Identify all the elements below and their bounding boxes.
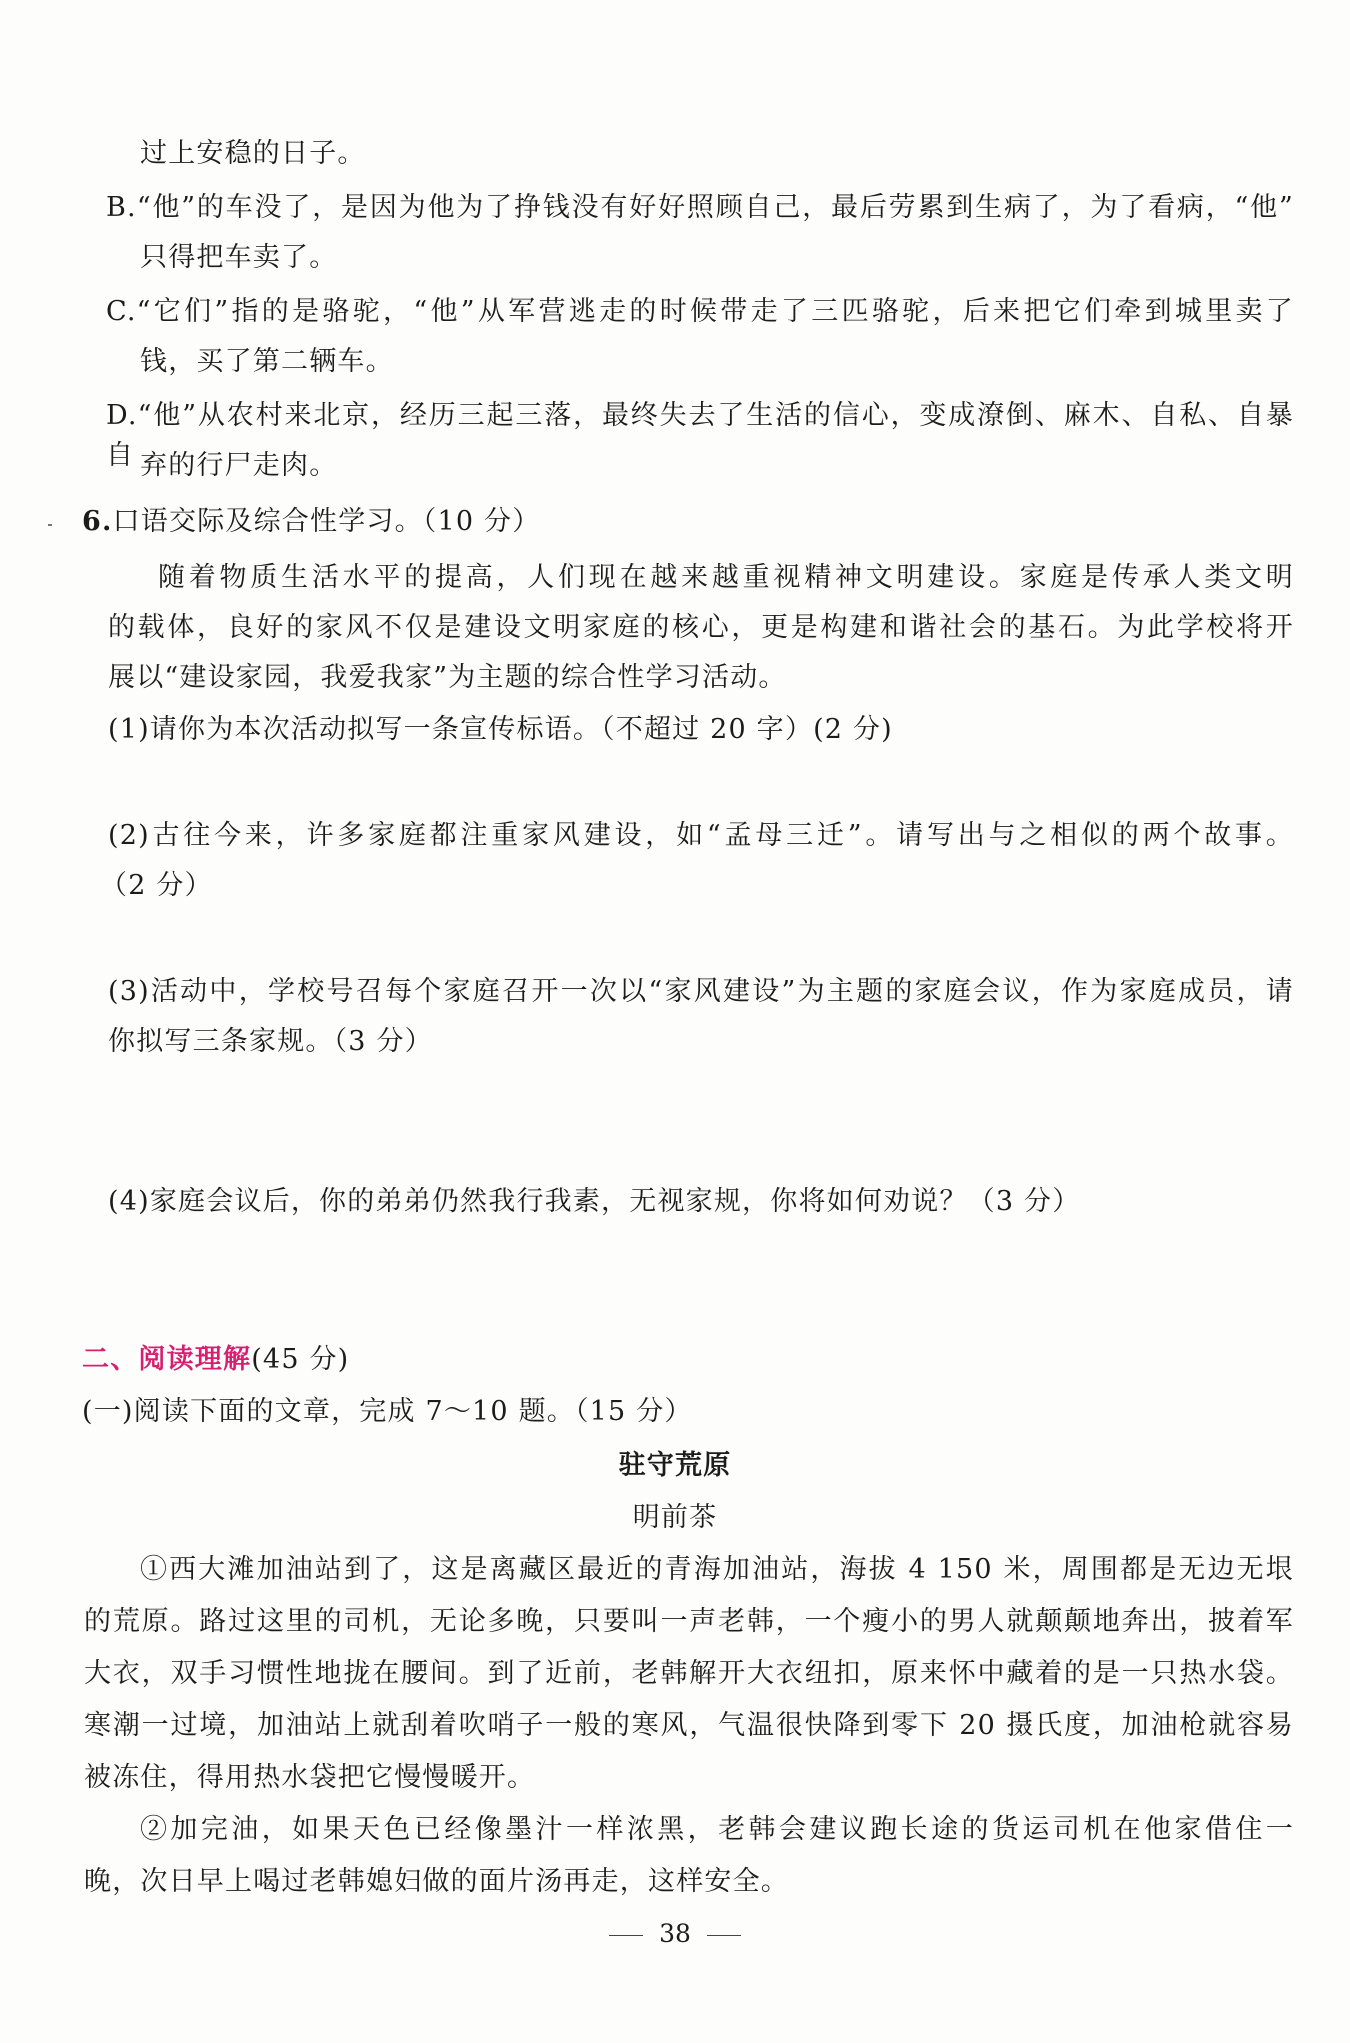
q5-option-d-line1: D.“他”从农村来北京，经历三起三落，最终失去了生活的信心，变成潦倒、麻木、自私、自暴自 bbox=[106, 400, 1294, 471]
q5-option-d-line2: 弃的行尸走肉。 bbox=[140, 450, 338, 481]
q5-option-c-line1: C.“它们”指的是骆驼，“他”从军营逃走的时候带走了三匹骆驼，后来把它们牵到城里卖了 bbox=[106, 296, 1294, 327]
q6-title: 口语交际及综合性学习。（10 分） bbox=[112, 506, 541, 537]
article-p2-line1: ②加完油，如果天色已经像墨汁一样浓黑，老韩会建议跑长途的货运司机在他家借住一 bbox=[140, 1814, 1294, 1845]
section2-heading-row bbox=[82, 1340, 349, 1380]
article-p2-line2: 晚，次日早上喝过老韩媳妇做的面片汤再走，这样安全。 bbox=[84, 1866, 789, 1897]
q6-sub2-line2: （2 分） bbox=[100, 870, 213, 901]
q6-number: 6. bbox=[82, 506, 113, 537]
page-footer bbox=[0, 1914, 1350, 1954]
q5-option-c-line2: 钱，买了第二辆车。 bbox=[140, 346, 394, 377]
footer-dash-right bbox=[707, 1935, 741, 1936]
q6-sub3-line1: (3)活动中，学校号召每个家庭召开一次以“家风建设”为主题的家庭会议，作为家庭成员，请 bbox=[108, 976, 1294, 1007]
q6-intro-line3: 展以“建设家园，我爱我家”为主题的综合性学习活动。 bbox=[108, 662, 787, 693]
article-title: 驻守荒原 bbox=[618, 1450, 732, 1481]
section2-score: (45 分) bbox=[251, 1344, 350, 1375]
article-author: 明前茶 bbox=[632, 1502, 718, 1533]
q6-sub3-line2: 你拟写三条家规。（3 分） bbox=[108, 1026, 433, 1057]
q5-option-a-continuation: 过上安稳的日子。 bbox=[140, 138, 366, 169]
article-p1-line1: ①西大滩加油站到了，这是离藏区最近的青海加油站，海拔 4 150 米，周围都是无边无垠 bbox=[140, 1554, 1294, 1585]
q5-option-b-line2: 只得把车卖了。 bbox=[140, 242, 338, 273]
article-p1-line3: 大衣，双手习惯性地拢在腰间。到了近前，老韩解开大衣纽扣，原来怀中藏着的是一只热水袋。 bbox=[84, 1658, 1294, 1689]
article-p1-line5: 被冻住，得用热水袋把它慢慢暖开。 bbox=[84, 1762, 536, 1793]
q5-option-b-line1: B.“他”的车没了，是因为他为了挣钱没有好好照顾自己，最后劳累到生病了，为了看病，“他” bbox=[106, 192, 1294, 223]
section2-heading: 二、阅读理解 bbox=[82, 1344, 252, 1375]
q6-intro-line1: 随着物质生活水平的提高，人们现在越来越重视精神文明建设。家庭是传承人类文明 bbox=[158, 562, 1294, 593]
article-p1-line4: 寒潮一过境，加油站上就刮着吹哨子一般的寒风，气温很快降到零下 20 摄氏度，加油枪就容易 bbox=[84, 1710, 1294, 1741]
q6-sub4-prompt: (4)家庭会议后，你的弟弟仍然我行我素，无视家规，你将如何劝说？（3 分） bbox=[108, 1186, 1081, 1217]
section2-part1-instruction: (一)阅读下面的文章，完成 7～10 题。（15 分） bbox=[82, 1396, 693, 1427]
article-p1-line2: 的荒原。路过这里的司机，无论多晚，只要叫一声老韩，一个瘦小的男人就颠颠地奔出，披着军 bbox=[84, 1606, 1294, 1637]
q6-intro-line2: 的载体，良好的家风不仅是建设文明家庭的核心，更是构建和谐社会的基石。为此学校将开 bbox=[108, 612, 1294, 643]
q6-header bbox=[82, 502, 540, 542]
margin-mark bbox=[48, 524, 52, 526]
page-number: 38 bbox=[659, 1919, 691, 1948]
footer-dash-left bbox=[609, 1935, 643, 1936]
q6-sub2-line1: (2)古往今来，许多家庭都注重家风建设，如“孟母三迁”。请写出与之相似的两个故事。 bbox=[108, 820, 1294, 851]
q6-sub1-prompt: (1)请你为本次活动拟写一条宣传标语。（不超过 20 字）(2 分) bbox=[108, 714, 893, 745]
